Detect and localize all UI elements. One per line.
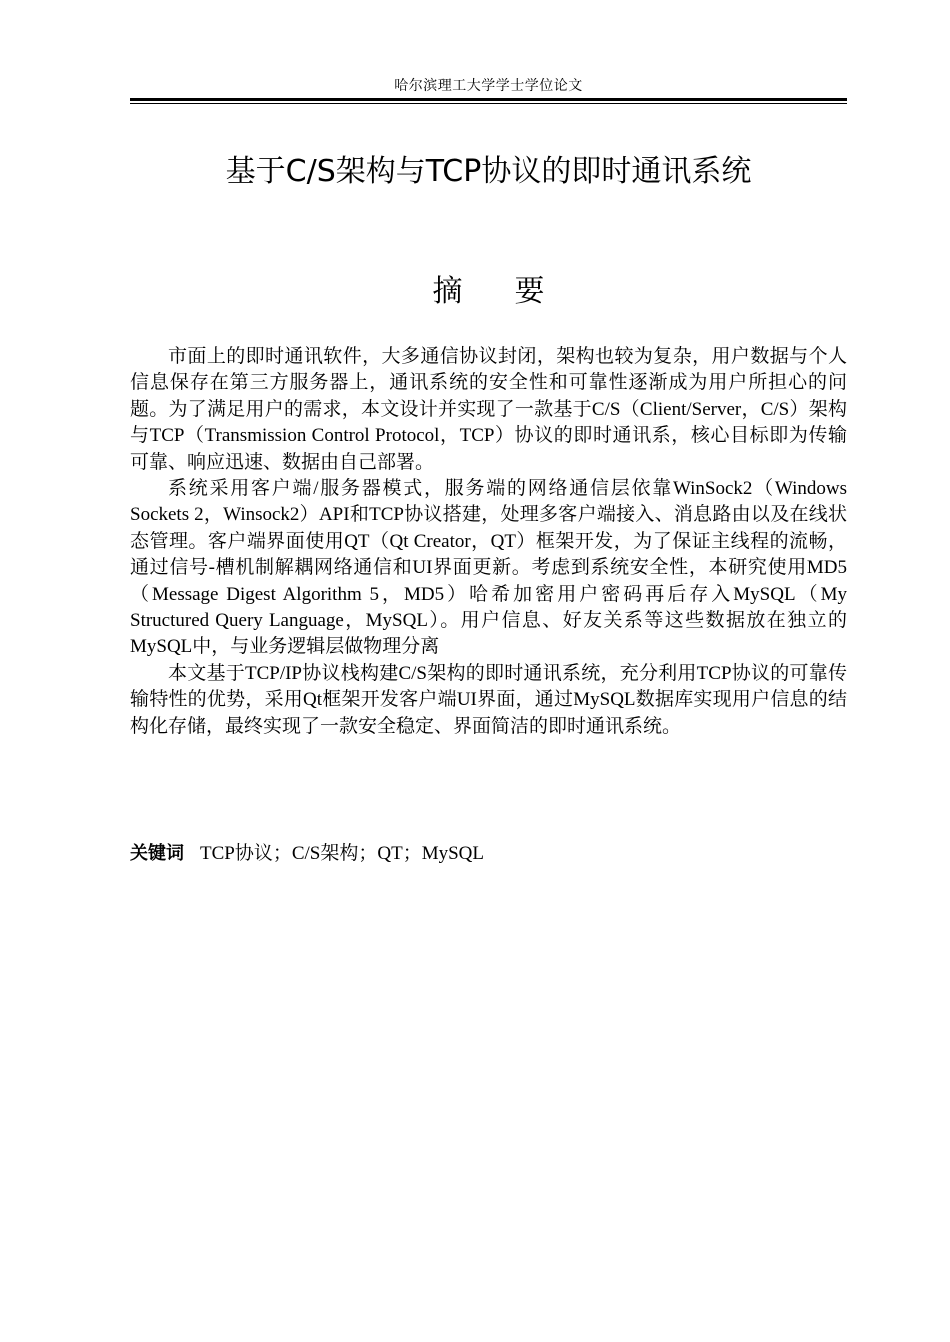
abstract-paragraph-1: 市面上的即时通讯软件，大多通信协议封闭，架构也较为复杂，用户数据与个人信息保存在第三方服务器上，通讯系统的安全性和可靠性逐渐成为用户所担心的问题。为了满足用户的需求，本文设计并实现了一款基于C/S（Client/Server，C/S）架构与TCP（Transmission Control Protocol，TCP）协议的即时通讯系，核心目标即为传输可靠、响应迅速、数据由自己部署。	[130, 346, 847, 473]
abstract-body	[130, 344, 847, 740]
abstract-paragraph-2: 系统采用客户端/服务器模式，服务端的网络通信层依靠WinSock2（Windows Sockets 2，Winsock2）API和TCP协议搭建，处理多客户端接入、消息路由以及在线状态管理。客户端界面使用QT（Qt Creator，QT）框架开发，为了保证主线程的流畅，通过信号-槽机制解耦网络通信和UI界面更新。考虑到系统安全性，本研究使用MD5（Message Digest Algorithm 5，MD5）哈希加密用户密码再后存入MySQL（My Structured Query Language，MySQL）。用户信息、好友关系等这些数据放在独立的MySQL中，与业务逻辑层做物理分离	[130, 478, 847, 658]
abstract-heading-char-1: 摘	[432, 274, 463, 309]
keywords-label: 关键词	[130, 843, 184, 864]
abstract-heading	[130, 272, 847, 312]
header-rule-thick	[130, 98, 847, 101]
abstract-heading-char-2: 要	[514, 274, 545, 309]
keywords-line	[130, 840, 847, 868]
abstract-paragraph-3: 本文基于TCP/IP协议栈构建C/S架构的即时通讯系统，充分利用TCP协议的可靠传输特性的优势，采用Qt框架开发客户端UI界面，通过MySQL数据库实现用户信息的结构化存储，最终实现了一款安全稳定、界面简洁的即时通讯系统。	[130, 662, 847, 737]
keywords-text: TCP协议；C/S架构；QT；MySQL	[200, 843, 484, 864]
running-header: 哈尔滨理工大学学士学位论文	[394, 79, 583, 94]
header-rule-thin	[130, 103, 847, 104]
thesis-title: 基于C/S架构与TCP协议的即时通讯系统	[225, 154, 752, 189]
